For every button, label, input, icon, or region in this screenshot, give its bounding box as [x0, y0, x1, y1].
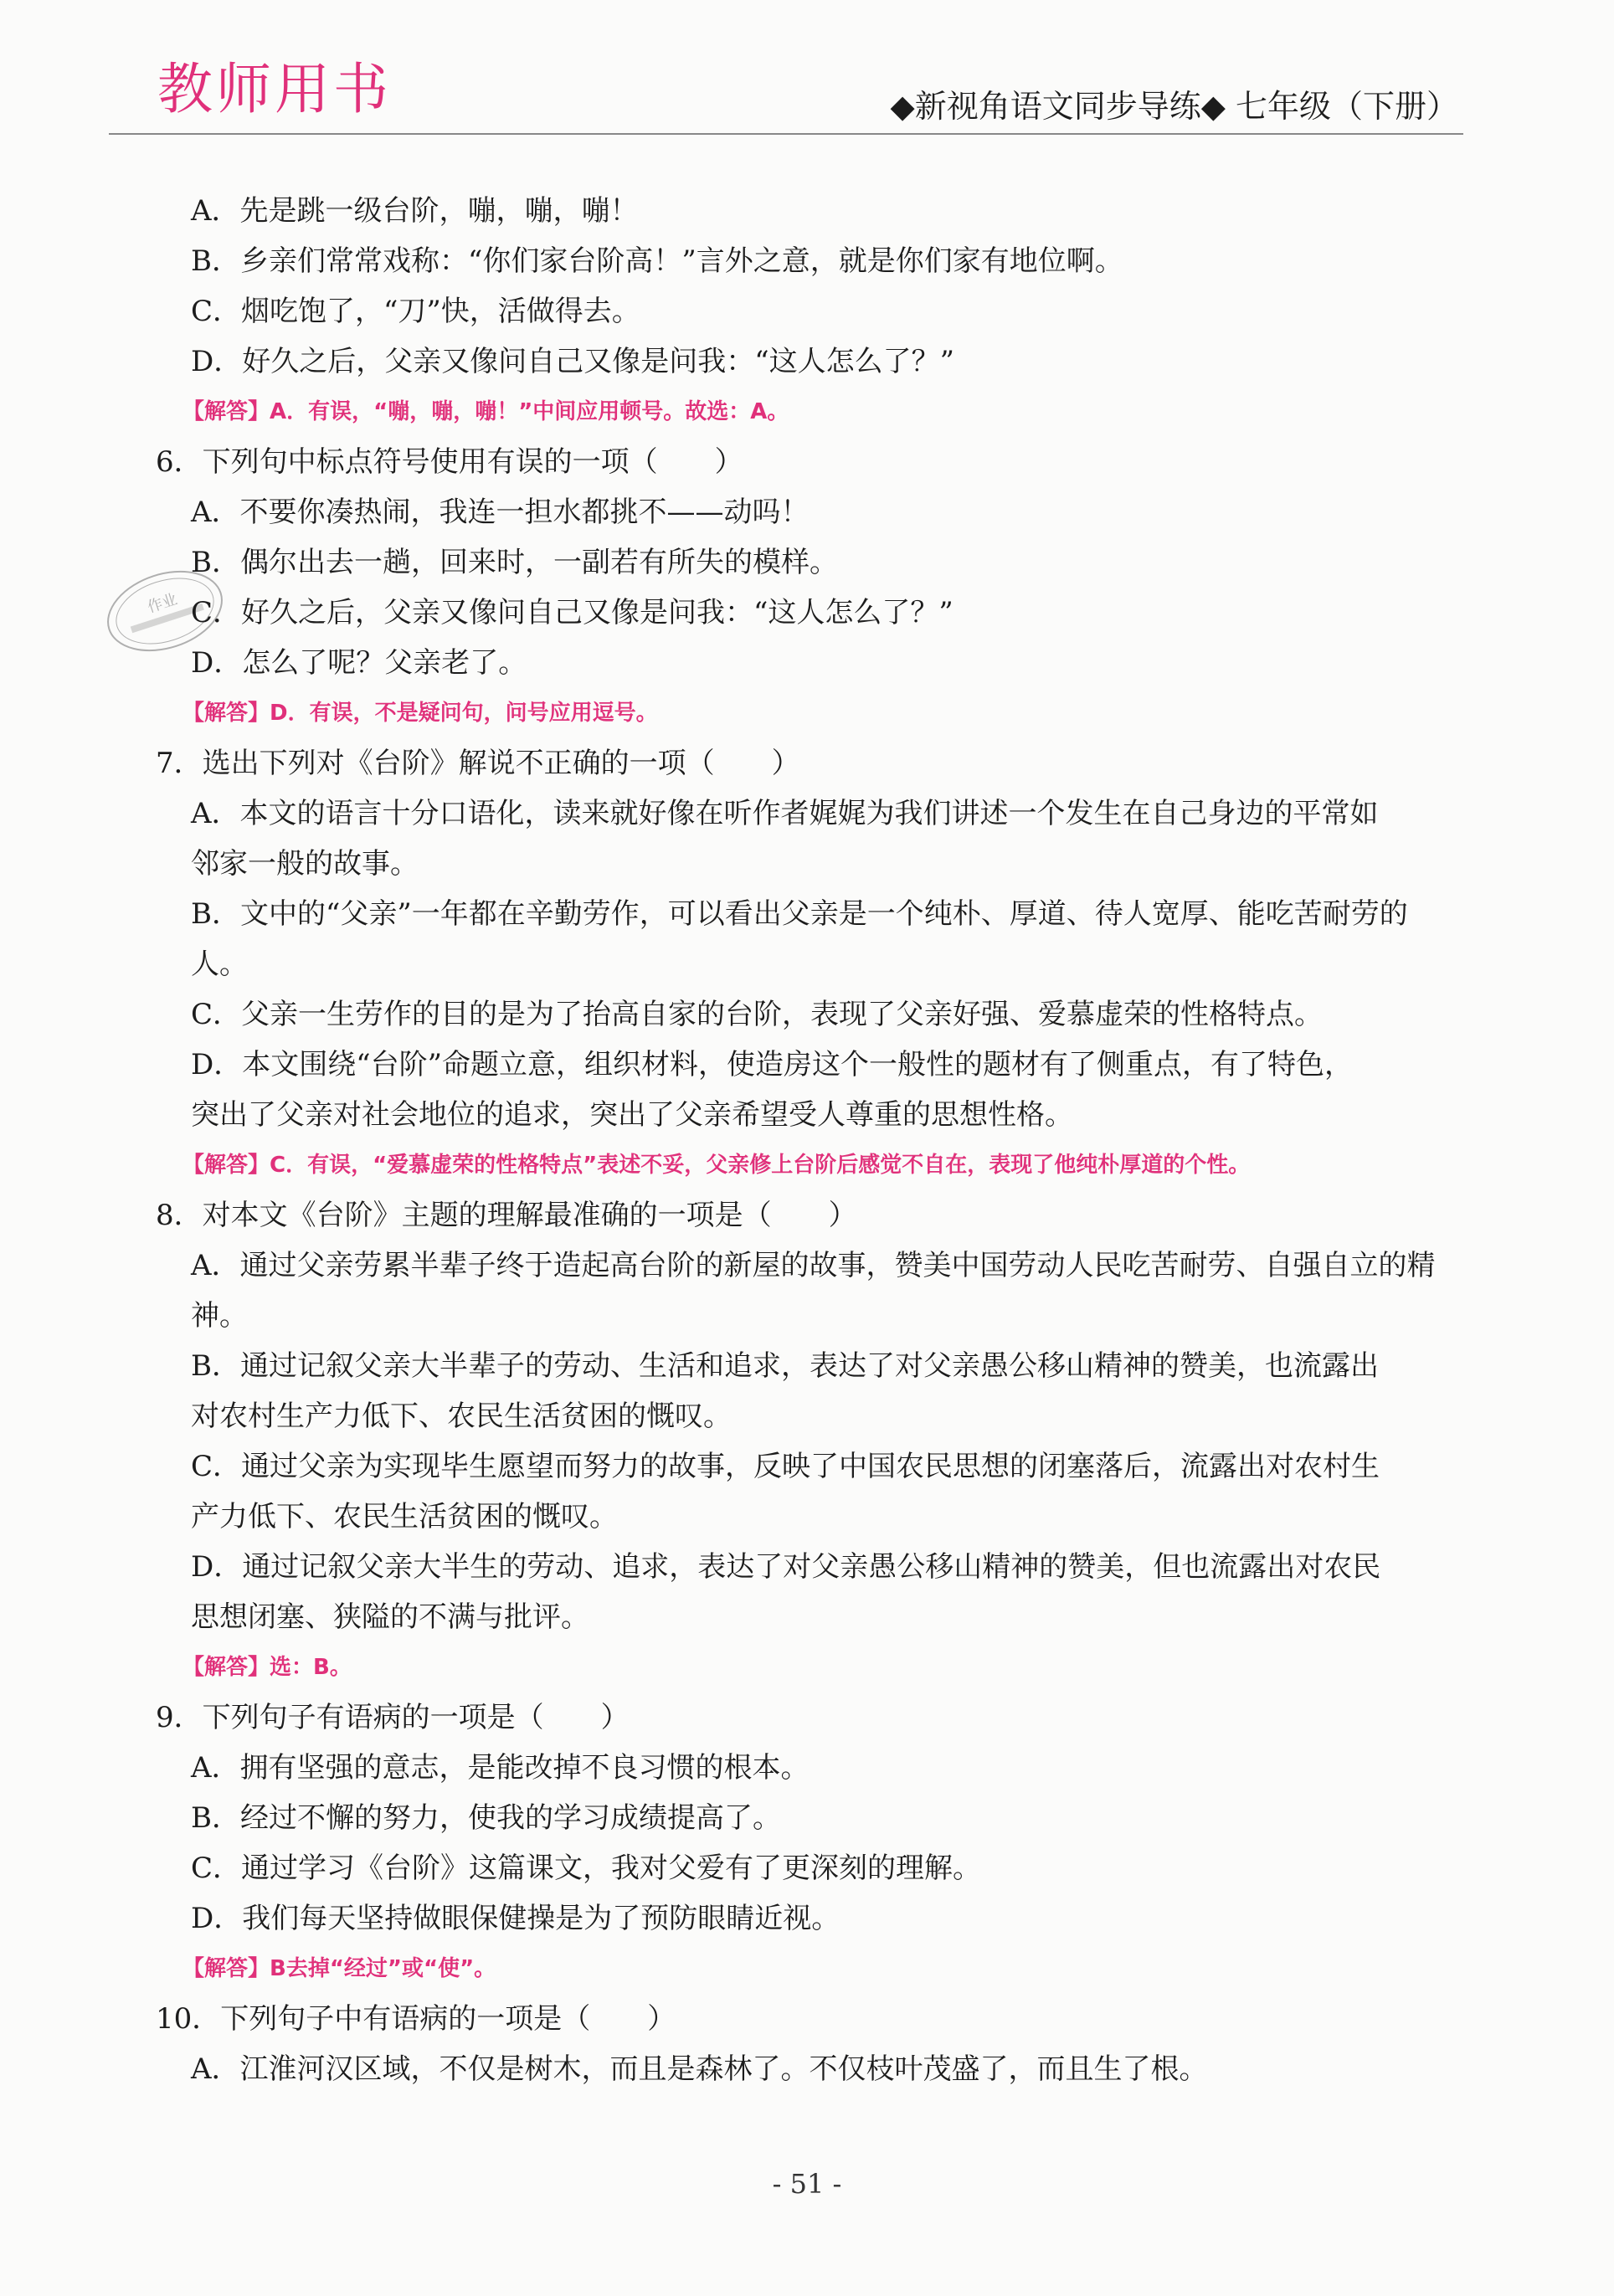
q7-option-b-cont: 人。	[191, 948, 248, 981]
q8-option-b: B．通过记叙父亲大半辈子的劳动、生活和追求，表达了对父亲愚公移山精神的赞美，也流露出	[191, 1349, 1379, 1383]
q6-option-c: C．好久之后，父亲又像问自己又像是问我：“这人怎么了？”	[191, 596, 953, 629]
q8-option-c-cont: 产力低下、农民生活贫困的慨叹。	[191, 1500, 618, 1533]
q8-option-d-cont: 思想闭塞、狭隘的不满与批评。	[191, 1600, 589, 1634]
question-6	[156, 437, 1428, 738]
question-9	[156, 1692, 1428, 1994]
q9-option-d: D．我们每天坚持做眼保健操是为了预防眼睛近视。	[191, 1902, 840, 1935]
q7-option-a-cont: 邻家一般的故事。	[191, 847, 419, 881]
page-content	[156, 186, 1436, 2094]
q8-option-a-cont: 神。	[191, 1299, 248, 1333]
teacher-edition-badge: 教师用书	[157, 57, 392, 121]
question-10	[156, 1994, 1428, 2094]
book-series-title: ◆新视角语文同步导练◆ 七年级（下册）	[890, 88, 1458, 125]
q8-option-b-cont: 对农村生产力低下、农民生活贫困的慨叹。	[191, 1400, 732, 1433]
q7-answer: 【解答】C．有误，“爱慕虚荣的性格特点”表述不妥，父亲修上台阶后感觉不自在，表现了他纯朴厚道的个性。	[182, 1153, 1251, 1178]
question-7	[156, 738, 1428, 1190]
q10-stem: 10．下列句子中有语病的一项是（ ）	[156, 2002, 676, 2036]
svg-text:作业: 作业	[145, 590, 180, 617]
q6-answer: 【解答】D．有误，不是疑问句，问号应用逗号。	[182, 701, 658, 726]
q10-option-a: A．江淮河汉区域，不仅是树木，而且是森林了。不仅枝叶茂盛了，而且生了根。	[191, 2052, 1208, 2086]
q6-option-a: A．不要你凑热闹，我连一担水都挑不——动吗！	[191, 496, 810, 529]
q5-answer: 【解答】A．有误，“嘣，嘣，嘣！”中间应用顿号。故选：A。	[182, 399, 789, 424]
q9-option-a: A．拥有坚强的意志，是能改掉不良习惯的根本。	[191, 1751, 810, 1785]
q7-option-d: D．本文围绕“台阶”命题立意，组织材料，使造房这个一般性的题材有了侧重点，有了特色，	[191, 1048, 1354, 1081]
q8-stem: 8．对本文《台阶》主题的理解最准确的一项是（ ）	[156, 1199, 857, 1232]
q5-option-a: A．先是跳一级台阶，嘣，嘣，嘣！	[191, 194, 639, 228]
q8-option-a: A．通过父亲劳累半辈子终于造起高台阶的新屋的故事，赞美中国劳动人民吃苦耐劳、自强自立的精	[191, 1249, 1436, 1282]
q5-option-d: D．好久之后，父亲又像问自己又像是问我：“这人怎么了？”	[191, 345, 955, 378]
q9-stem: 9．下列句子有语病的一项是（ ）	[156, 1701, 630, 1734]
q7-option-b: B．文中的“父亲”一年都在辛勤劳作，可以看出父亲是一个纯朴、厚道、待人宽厚、能吃苦耐劳的	[191, 897, 1408, 931]
page-header	[0, 0, 1614, 142]
q5-option-b: B．乡亲们常常戏称：“你们家台阶高！”言外之意，就是你们家有地位啊。	[191, 244, 1123, 278]
q6-option-b: B．偶尔出去一趟，回来时，一副若有所失的模样。	[191, 546, 838, 579]
q6-option-d: D．怎么了呢？父亲老了。	[191, 646, 527, 680]
q9-option-b: B．经过不懈的努力，使我的学习成绩提高了。	[191, 1801, 781, 1835]
q7-option-a: A．本文的语言十分口语化，读来就好像在听作者娓娓为我们讲述一个发生在自己身边的平常如	[191, 797, 1379, 830]
header-rule	[109, 133, 1463, 135]
q7-option-d-cont: 突出了父亲对社会地位的追求，突出了父亲希望受人尊重的思想性格。	[191, 1098, 1073, 1132]
q5-option-c: C．烟吃饱了，“刀”快，活做得去。	[191, 295, 640, 328]
q9-option-c: C．通过学习《台阶》这篇课文，我对父爱有了更深刻的理解。	[191, 1852, 982, 1885]
q8-answer: 【解答】选：B。	[182, 1655, 352, 1680]
page-number: - 51 -	[772, 2168, 842, 2200]
question-5-options	[156, 186, 1428, 437]
q6-stem: 6．下列句中标点符号使用有误的一项（ ）	[156, 445, 743, 479]
q7-option-c: C．父亲一生劳作的目的是为了抬高自家的台阶，表现了父亲好强、爱慕虚荣的性格特点。	[191, 998, 1324, 1031]
question-8	[156, 1190, 1436, 1692]
q8-option-c: C．通过父亲为实现毕生愿望而努力的故事，反映了中国农民思想的闭塞落后，流露出对农村生	[191, 1450, 1380, 1483]
q8-option-d: D．通过记叙父亲大半生的劳动、追求，表达了对父亲愚公移山精神的赞美，但也流露出对农民	[191, 1550, 1381, 1584]
q7-stem: 7．选出下列对《台阶》解说不正确的一项（ ）	[156, 747, 800, 780]
q9-answer: 【解答】B去掉“经过”或“使”。	[182, 1956, 496, 1981]
